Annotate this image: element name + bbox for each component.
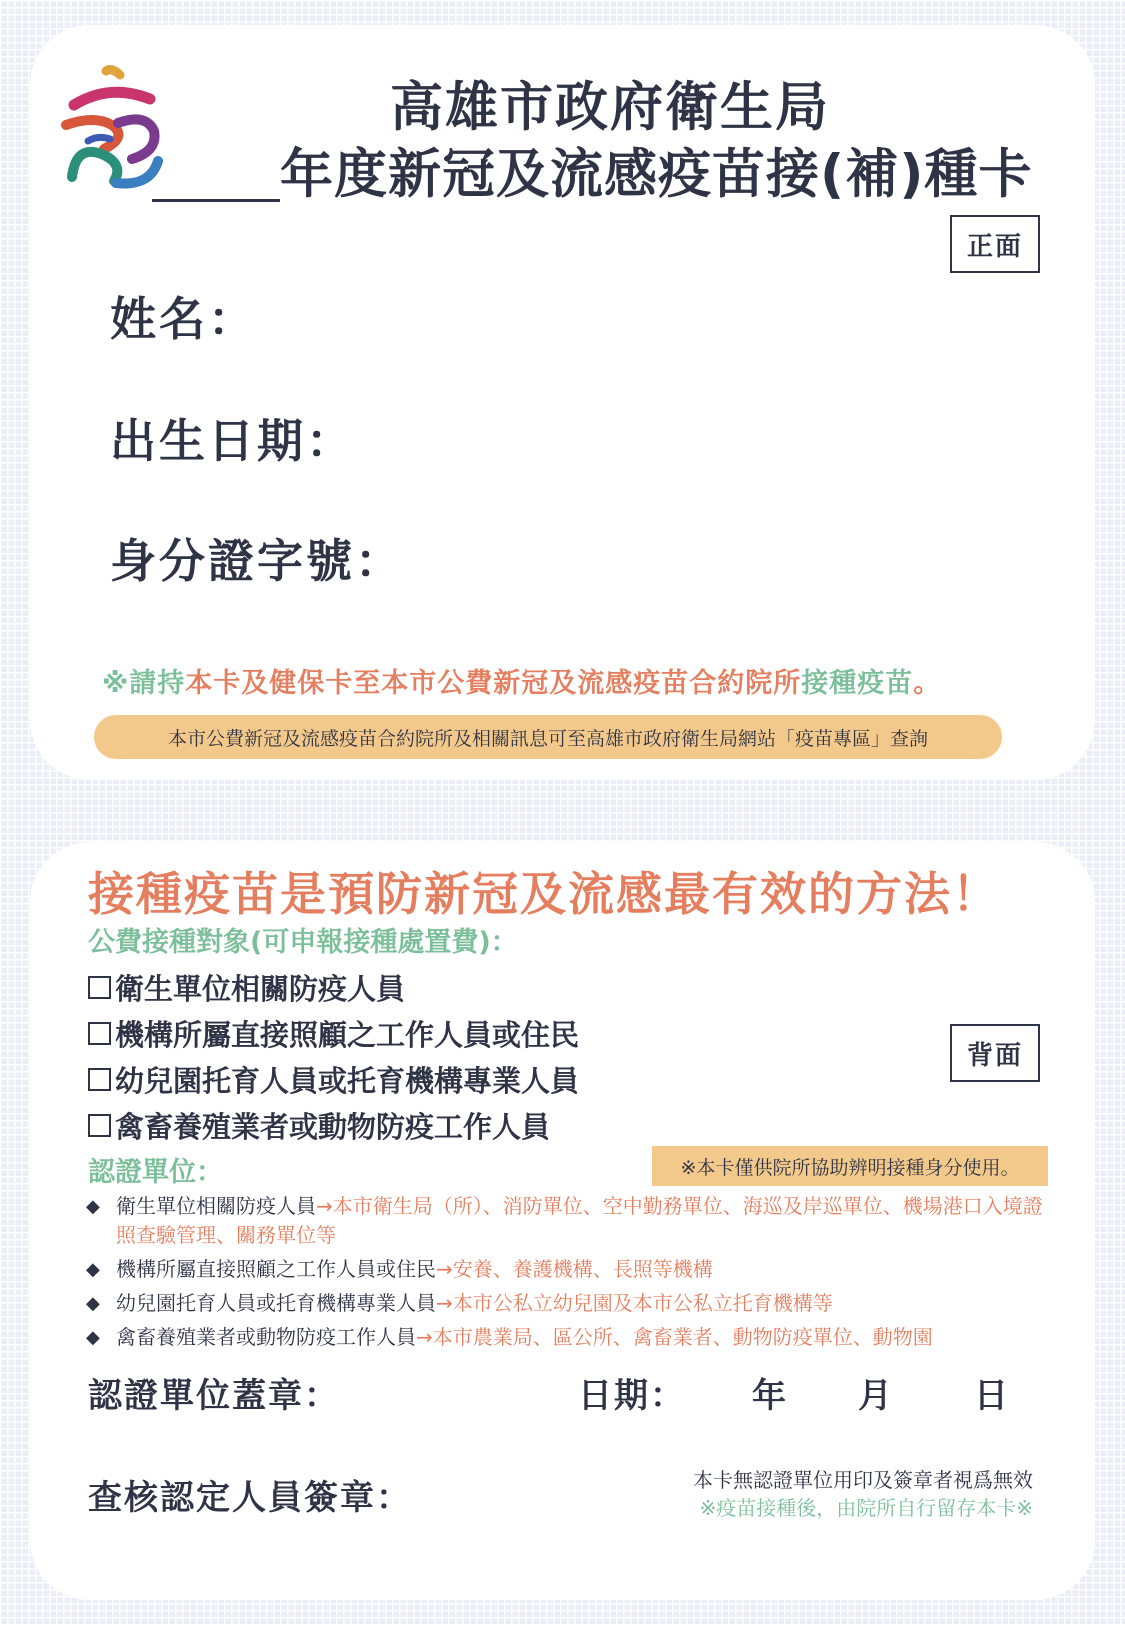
diamond-bullet-icon: ◆ — [86, 1293, 100, 1314]
rule-to: →本市公私立幼兒園及本市公私立托育機構等 — [436, 1291, 833, 1315]
checkbox[interactable] — [88, 1114, 111, 1137]
diamond-bullet-icon: ◆ — [86, 1327, 100, 1348]
rule-from: 衛生單位相關防疫人員 — [116, 1194, 316, 1218]
list-item — [88, 1056, 579, 1102]
cert-heading: 認證單位： — [88, 1157, 223, 1188]
checkbox[interactable] — [88, 1022, 111, 1045]
rule-item — [84, 1192, 1044, 1250]
usage-warning: ※本卡僅供院所協助辨明接種身分使用。 — [652, 1146, 1048, 1186]
verifier-signature-label: 查核認定人員簽章： — [88, 1478, 412, 1518]
kaohsiung-logo-icon — [54, 65, 166, 193]
id-number-field-label: 身分證字號： — [110, 534, 404, 588]
notice-part-2: 本卡及健保卡至本市公費新冠及流感疫苗合約院所 — [185, 668, 802, 699]
list-item-label: 機構所屬直接照顧之工作人員或住民 — [115, 1017, 580, 1052]
date-day-label: 日 — [974, 1376, 1008, 1416]
list-item-label: 禽畜養殖業者或動物防疫工作人員 — [115, 1109, 551, 1144]
rule-item — [84, 1255, 1044, 1284]
card-front — [30, 25, 1095, 780]
rule-from: 禽畜養殖業者或動物防疫工作人員 — [116, 1325, 416, 1349]
page-title: 高雄市政府衛生局 — [390, 77, 830, 138]
list-item-label: 衛生單位相關防疫人員 — [115, 971, 406, 1006]
year-blank-line — [152, 199, 280, 202]
list-item — [88, 1102, 579, 1148]
checkbox[interactable] — [88, 1068, 111, 1091]
rule-item — [84, 1289, 1044, 1318]
rule-item — [84, 1323, 1044, 1352]
front-side-label: 正面 — [950, 215, 1040, 273]
date-month-label: 月 — [858, 1376, 892, 1416]
retention-footnote: ※疫苗接種後，由院所自行留存本卡※ — [699, 1496, 1033, 1520]
eligible-checklist — [88, 964, 579, 1148]
info-bar: 本市公費新冠及流感疫苗合約院所及相關訊息可至高雄市政府衛生局網站「疫苗專區」查詢 — [94, 715, 1002, 759]
diamond-bullet-icon: ◆ — [86, 1259, 100, 1280]
notice-part-3: 接種疫苗 — [801, 668, 914, 699]
cert-rules — [84, 1192, 1044, 1357]
date-label: 日期： — [578, 1376, 686, 1416]
rule-to: →安養、養護機構、長照等機構 — [436, 1257, 713, 1281]
card-back — [30, 842, 1095, 1600]
vaccination-notice — [102, 661, 941, 700]
back-headline: 接種疫苗是預防新冠及流感最有效的方法！ — [88, 867, 1000, 921]
birthdate-field-label: 出生日期： — [110, 414, 355, 468]
diamond-bullet-icon: ◆ — [86, 1196, 100, 1217]
eligible-heading: 公費接種對象(可申報接種處置費)： — [88, 927, 518, 958]
list-item — [88, 964, 579, 1010]
stamp-label: 認證單位蓋章： — [88, 1376, 340, 1416]
name-field-label: 姓名： — [110, 292, 257, 346]
date-year-label: 年 — [752, 1376, 786, 1416]
validity-footnote: 本卡無認證單位用印及簽章者視爲無效 — [693, 1468, 1033, 1492]
checkbox[interactable] — [88, 976, 111, 999]
rule-to: →本市農業局、區公所、禽畜業者、動物防疫單位、動物園 — [416, 1325, 933, 1349]
rule-to: →本市衛生局（所）、消防單位、空中勤務單位、海巡及岸巡單位、機場港口入境證照查驗管理、關務單位等 — [116, 1194, 1043, 1247]
list-item — [88, 1010, 579, 1056]
notice-part-1: ※請持 — [102, 668, 186, 699]
rule-from: 幼兒園托育人員或托育機構專業人員 — [116, 1291, 436, 1315]
list-item-label: 幼兒園托育人員或托育機構專業人員 — [115, 1063, 580, 1098]
back-side-label: 背面 — [950, 1024, 1040, 1082]
rule-from: 機構所屬直接照顧之工作人員或住民 — [116, 1257, 436, 1281]
card-title: 年度新冠及流感疫苗接(補)種卡 — [280, 144, 1033, 205]
notice-part-4: 。 — [913, 668, 942, 699]
